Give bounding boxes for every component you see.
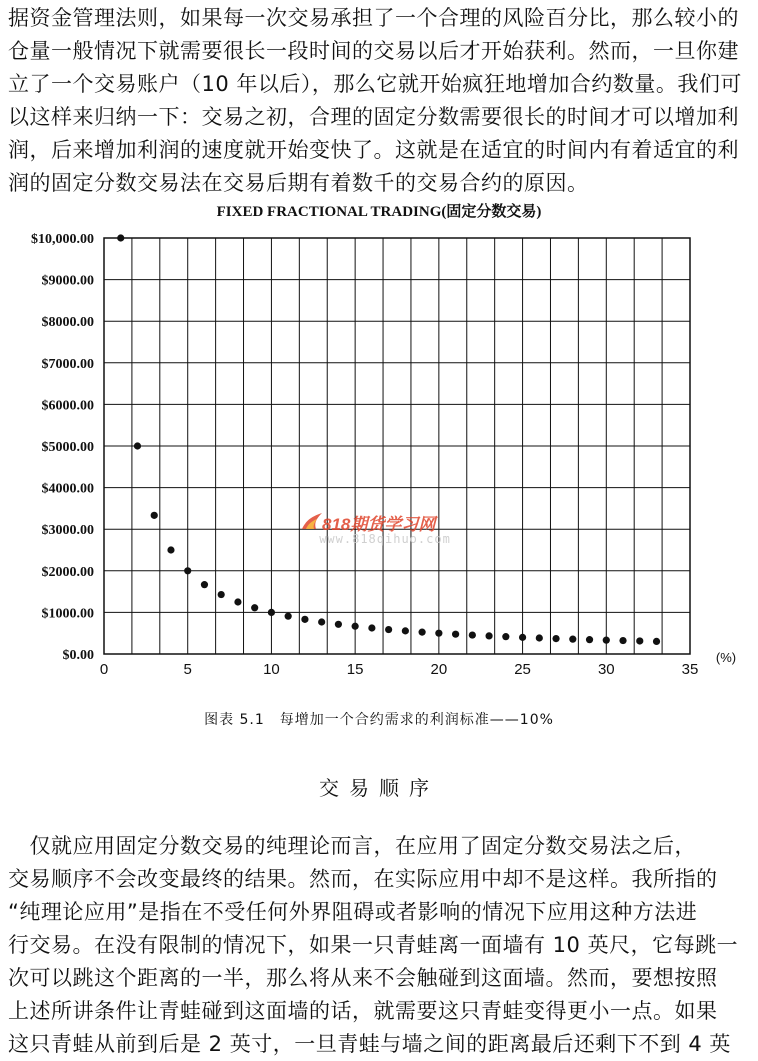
y-tick-label: $9000.00 — [41, 273, 94, 289]
data-point — [151, 512, 158, 519]
paragraph-line: 以这样来归纳一下：交易之初，合理的固定分数需要很长的时间才可以增加利 — [8, 105, 739, 129]
watermark-url: www.818qihuo.com — [319, 532, 451, 546]
y-tick-label: $5000.00 — [41, 440, 94, 455]
data-point — [402, 627, 409, 634]
paragraph-line: 仓量一般情况下就需要很长一段时间的交易以后才开始获利。然而，一旦你建 — [8, 39, 739, 63]
data-point — [201, 581, 208, 588]
data-point — [352, 623, 359, 630]
y-tick-label: $3000.00 — [41, 523, 94, 539]
data-point — [636, 637, 643, 644]
watermark — [300, 510, 470, 556]
data-point — [552, 635, 559, 642]
paragraph-line: 行交易。在没有限制的情况下，如果一只青蛙离一面墙有 10 英尺，它每跳一 — [8, 933, 739, 957]
chart-container — [0, 222, 758, 682]
y-tick-label: $2000.00 — [41, 564, 94, 580]
paragraph-line: 润的固定分数交易法在交易后期有着数千的交易合约的原因。 — [8, 171, 589, 195]
data-point — [234, 598, 241, 605]
x-tick-label: 5 — [183, 661, 192, 678]
paragraph-line: “纯理论应用”是指在不受任何外界阻碍或者影响的情况下应用这种方法进 — [8, 900, 698, 924]
paragraph-line: 据资金管理法则，如果每一次交易承担了一个合理的风险百分比，那么较小的 — [8, 6, 739, 30]
data-point — [586, 636, 593, 643]
figure-caption: 图表 5.1 每增加一个合约需求的利润标准——10% — [204, 712, 554, 728]
data-point — [619, 637, 626, 644]
data-point — [184, 567, 191, 574]
data-point — [134, 442, 141, 449]
x-tick-label: 20 — [430, 661, 448, 678]
paragraph-line: 上述所讲条件让青蛙碰到这面墙的话，就需要这只青蛙变得更小一点。如果 — [8, 999, 718, 1023]
paragraph-line: 交易顺序不会改变最终的结果。然而，在实际应用中却不是这样。我所指的 — [8, 867, 718, 891]
y-tick-label: $6000.00 — [41, 398, 94, 414]
x-tick-label: 10 — [263, 661, 280, 678]
data-point — [318, 618, 325, 625]
data-point — [452, 631, 459, 638]
data-point — [485, 632, 492, 639]
x-tick-label: 0 — [99, 661, 109, 678]
y-tick-label: $10,000.00 — [31, 232, 94, 247]
data-point — [335, 621, 342, 628]
data-point — [251, 604, 258, 611]
y-tick-label: $4000.00 — [41, 481, 94, 497]
section-heading: 交易顺序 — [319, 776, 439, 800]
y-tick-label: $7000.00 — [41, 356, 94, 372]
chart-title: FIXED FRACTIONAL TRADING(固定分数交易) — [216, 204, 542, 220]
data-point — [268, 609, 275, 616]
top-paragraph — [8, 2, 750, 200]
data-point — [435, 630, 442, 637]
paragraph-line: 次可以跳这个距离的一半，那么将从来不会触碰到这面墙。然而，要想按照 — [8, 966, 718, 990]
data-point — [285, 613, 292, 620]
data-point — [469, 631, 476, 638]
y-tick-label: $0.00 — [62, 648, 94, 663]
x-axis-label: (%) — [715, 650, 737, 665]
y-tick-label: $8000.00 — [41, 315, 94, 331]
flame-logo-icon — [300, 511, 324, 531]
bottom-paragraph — [8, 830, 750, 1061]
data-point — [218, 591, 225, 598]
data-point — [569, 636, 576, 643]
data-point — [536, 634, 543, 641]
paragraph-line: 这只青蛙从前到后是 2 英寸，一旦青蛙与墙之间的距离最后还剩下不到 4 英 — [8, 1032, 731, 1056]
y-tick-label: $1000.00 — [41, 606, 94, 622]
scatter-chart — [0, 222, 758, 682]
x-tick-label: 15 — [346, 661, 364, 678]
data-point — [419, 629, 426, 636]
paragraph-line: 立了一个交易账户（10 年以后），那么它就开始疯狂地增加合约数量。我们可 — [8, 72, 742, 96]
data-point — [301, 616, 308, 623]
data-point — [117, 234, 124, 241]
x-tick-label: 25 — [514, 661, 531, 678]
data-point — [167, 546, 174, 553]
watermark-title: 818期货学习网 — [322, 515, 436, 534]
data-point — [519, 634, 526, 641]
data-point — [653, 638, 660, 645]
x-tick-label: 35 — [681, 661, 699, 678]
data-point — [385, 626, 392, 633]
paragraph-line: 润，后来增加利润的速度就开始变快了。这就是在适宜的时间内有着适宜的利 — [8, 138, 739, 162]
data-point — [368, 624, 375, 631]
data-point — [603, 637, 610, 644]
x-tick-label: 30 — [597, 661, 615, 678]
data-point — [502, 633, 509, 640]
paragraph-line: 仅就应用固定分数交易的纯理论而言，在应用了固定分数交易法之后， — [8, 834, 696, 858]
